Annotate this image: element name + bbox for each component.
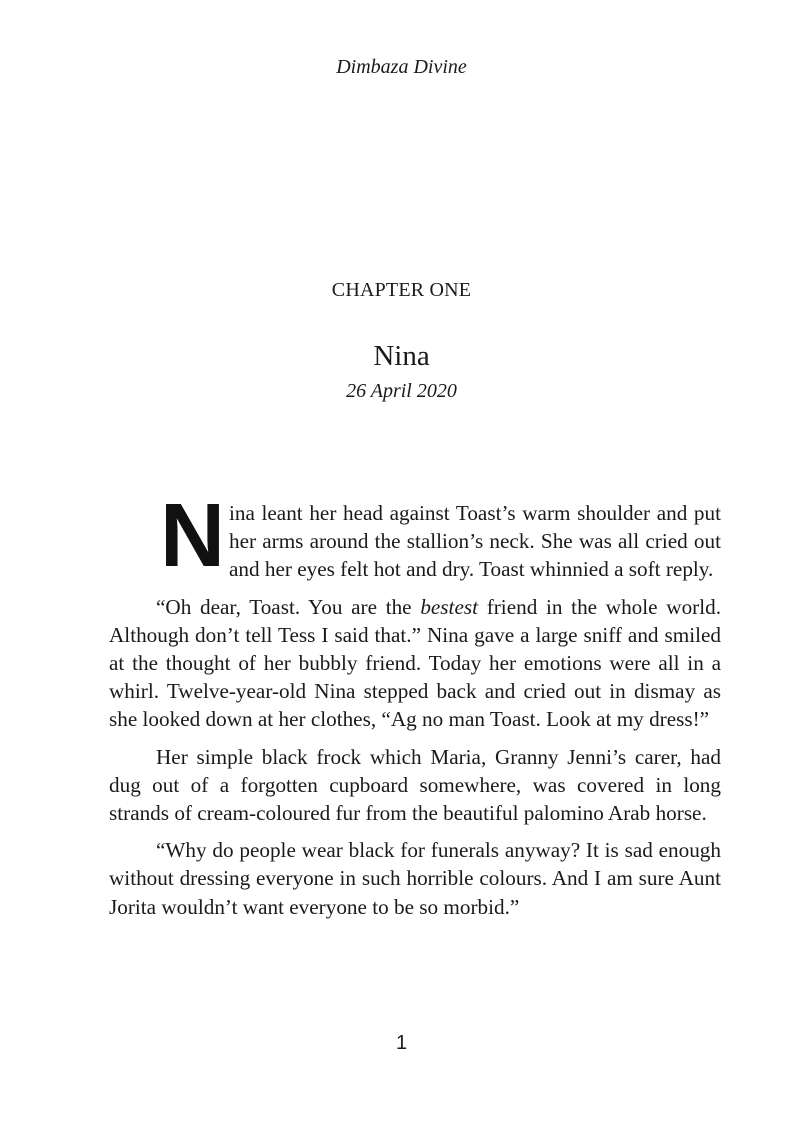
drop-cap: N: [160, 486, 225, 586]
body-text: [109, 486, 721, 930]
paragraph-2-emphasis: bestest: [420, 594, 478, 619]
chapter-title: Nina: [373, 340, 430, 372]
paragraph-3: Her simple black frock which Maria, Granny Jenni’s carer, had dug out of a forgotten cupboard somewhere, was covered in long strands of cream-coloured fur from the beautiful palomino Arab horse.: [109, 744, 721, 826]
paragraph-1-text: ina leant her head against Toast’s warm shoulder and put her arms around the stallion’s neck. She was all cried out and her eyes felt hot and dry. Toast whinnied a soft reply.: [229, 501, 721, 582]
paragraph-1: [109, 486, 721, 586]
page-number: 1: [395, 1032, 408, 1054]
paragraph-2-text-end: friend in the whole world. Although don’t tell Tess I said that.” Nina gave a large sniff and smiled at the thought of her bubbly friend. Today her emotions were all in a whirl. Twelve-year-old Nina stepped back and cried out in dismay as she looked down at her clothes, “Ag no man Toast. Look at my dress!”: [109, 594, 721, 732]
chapter-label: CHAPTER ONE: [331, 279, 472, 301]
chapter-date: 26 April 2020: [346, 380, 457, 402]
running-header: Dimbaza Divine: [336, 56, 467, 78]
paragraph-2-text-start: “Oh dear, Toast. You are the: [156, 594, 421, 619]
paragraph-2: [109, 593, 721, 734]
paragraph-4: “Why do people wear black for funerals anyway? It is sad enough without dressing everyone in such horrible colours. And I am sure Aunt Jorita wouldn’t want everyone to be so morbid.”: [109, 838, 721, 919]
